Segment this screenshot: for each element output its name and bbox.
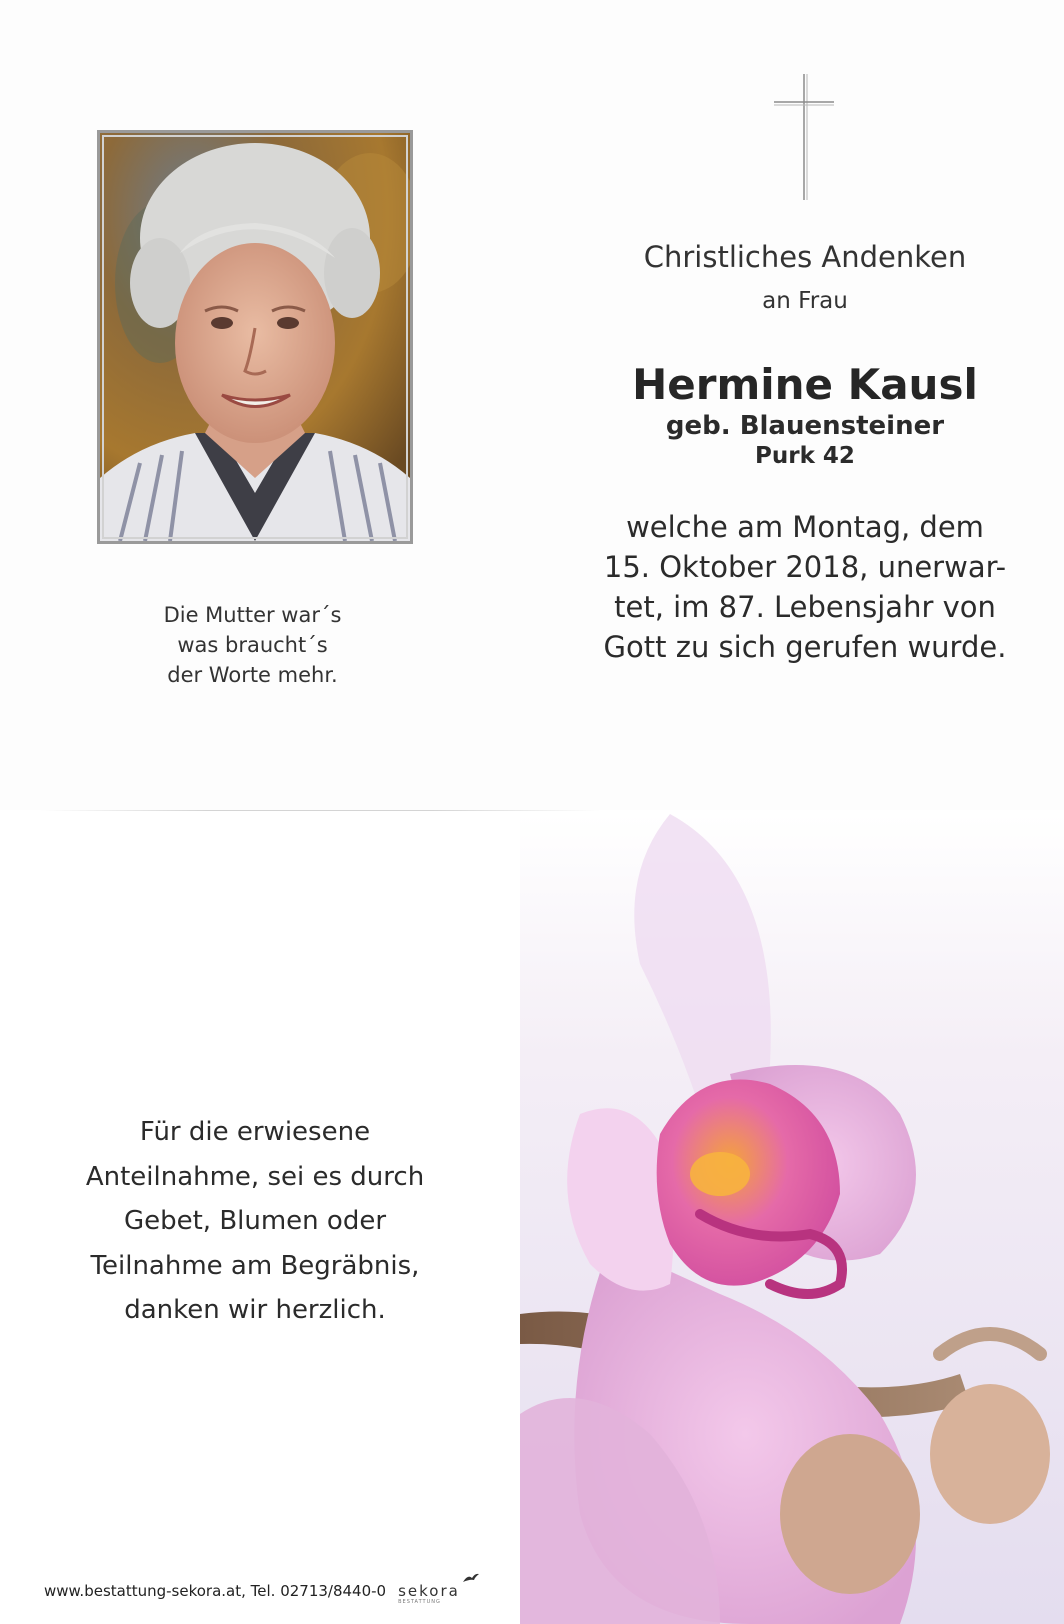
- address: Purk 42: [755, 443, 855, 469]
- sekora-logo: [398, 1582, 460, 1605]
- card-subheading: an Frau: [762, 288, 848, 314]
- death-line: 15. Oktober 2018, unerwar-: [603, 550, 1007, 584]
- bird-icon: [462, 1572, 480, 1584]
- memorial-card-front: [0, 0, 1064, 810]
- poem-line: Die Mutter war´s: [163, 603, 342, 627]
- logo-subtext: BESTATTUNG: [398, 1599, 441, 1605]
- thanks-text: [60, 1110, 450, 1333]
- obituary-text: [592, 240, 1018, 667]
- card-heading: Christliches Andenken: [643, 240, 967, 274]
- logo-text: sekora: [398, 1582, 460, 1600]
- death-line: welche am Montag, dem: [626, 510, 984, 544]
- thanks-line: Für die erwiesene: [139, 1117, 371, 1147]
- thanks-line: Teilnahme am Begräbnis,: [90, 1250, 420, 1281]
- portrait-photo: [97, 130, 413, 544]
- footer: [44, 1582, 460, 1605]
- thanks-line: Anteilnahme, sei es durch: [85, 1161, 425, 1192]
- thanks-line: Gebet, Blumen oder: [123, 1206, 387, 1236]
- maiden-name: geb. Blauensteiner: [665, 411, 945, 441]
- poem-text: [100, 600, 405, 690]
- footer-contact: www.bestattung-sekora.at, Tel. 02713/8440-0: [44, 1582, 387, 1600]
- deceased-name: Hermine Kausl: [632, 360, 978, 409]
- death-line: Gott zu sich gerufen wurde.: [603, 630, 1007, 664]
- poem-line: was braucht´s: [177, 633, 328, 657]
- death-notice: [592, 507, 1018, 667]
- thanks-line: danken wir herzlich.: [124, 1295, 386, 1325]
- death-line: tet, im 87. Lebensjahr von: [614, 590, 996, 624]
- poem-line: der Worte mehr.: [167, 663, 338, 687]
- card-divider: [40, 810, 600, 811]
- orchid-image: [520, 814, 1064, 1624]
- cross-icon: [772, 72, 836, 202]
